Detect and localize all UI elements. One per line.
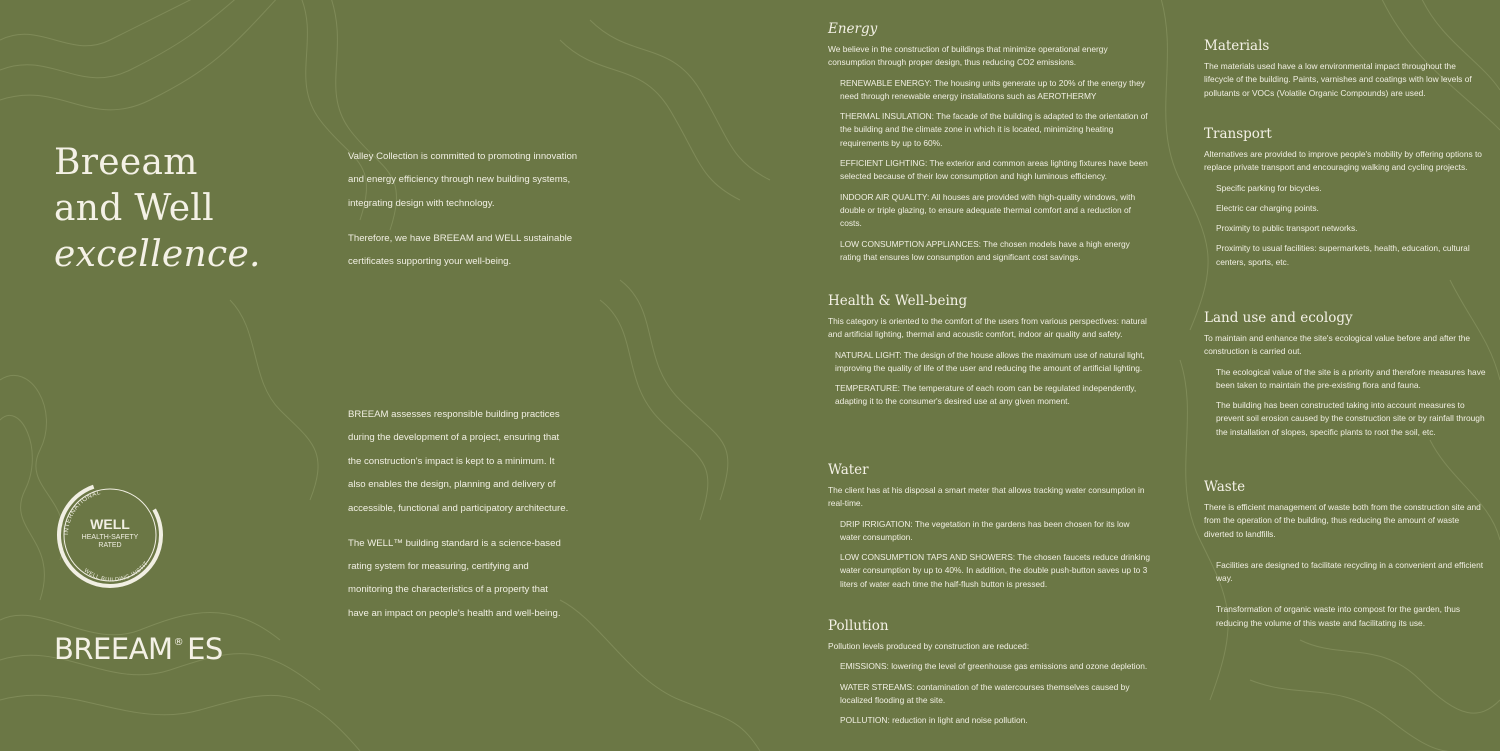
- health-section: [828, 292, 1150, 416]
- title-line-1: Breeam: [54, 142, 198, 183]
- page-title: [54, 140, 314, 278]
- about-text-block: [348, 403, 570, 637]
- energy-item-lighting: EFFICIENT LIGHTING: The exterior and common areas lighting fixtures have been selected because of their low consumption and high luminous efficiency.: [840, 158, 1148, 182]
- health-item-natural-light: NATURAL LIGHT: The design of the house allows the maximum use of natural light, improving the quality of life of the user and reducing the amount of artificial lighting.: [835, 349, 1145, 373]
- waste-item-compost: Transformation of organic waste into compost for the garden, thus reducing the volume of this waste and facilitating its use.: [1216, 604, 1461, 628]
- landuse-intro: To maintain and enhance the site's ecological value before and after the construction is carried out.: [1204, 333, 1471, 357]
- energy-heading: Energy: [828, 21, 878, 37]
- water-intro: The client has at his disposal a smart meter that allows tracking water consumption in real-time.: [828, 485, 1145, 509]
- waste-item-recycling: Facilities are designed to facilitate recycling in a convenient and efficient way.: [1216, 559, 1484, 584]
- waste-section: [1204, 478, 1486, 637]
- badge-title: WELL: [90, 516, 130, 532]
- well-health-safety-badge: [54, 479, 166, 591]
- energy-section: [828, 20, 1150, 271]
- badge-subtitle-2: RATED: [98, 542, 122, 549]
- landuse-item-flora-fauna: The ecological value of the site is a priority and therefore measures have been taken to maintain the pre-existing flora and fauna.: [1216, 366, 1486, 390]
- breeam-logo-suffix: ES: [187, 632, 223, 666]
- breeam-es-logo: [54, 632, 223, 666]
- health-intro: This category is oriented to the comfort of the users from various perspectives: natural and artificial lighting, thermal and acoustic comfort, indoor air quality and safety.: [828, 316, 1147, 340]
- transport-section: [1204, 125, 1486, 276]
- intro-paragraph-1: Valley Collection is committed to promoting innovation and energy efficiency through new building systems, integrating design with technology.: [348, 151, 578, 209]
- transport-item-public-transport: Proximity to public transport networks.: [1216, 223, 1358, 234]
- benefits-column-1: [828, 20, 1150, 751]
- energy-item-air-quality: INDOOR AIR QUALITY: All houses are provided with high-quality windows, with double or triple glazing, to ensure adequate thermal comfort and a reduction of costs.: [840, 191, 1136, 229]
- badge-arc-bottom-text: WELL BUILDING INSTIT: [82, 560, 150, 584]
- breeam-logo-name: BREEAM: [54, 632, 173, 666]
- energy-item-appliances: LOW CONSUMPTION APPLIANCES: The chosen models have a high energy rating that ensures low consumption and significant cost savings.: [840, 238, 1130, 262]
- landuse-section: [1204, 309, 1486, 446]
- about-paragraph-breeam: BREEAM assesses responsible building practices during the development of a project, ensuring that the construction's impact is kept to a minimum. It also enables the design, planning and delivery of accessible, functional and participatory architecture.: [348, 409, 569, 514]
- pollution-section: [828, 617, 1150, 734]
- waste-intro: There is efficient management of waste both from the construction site and from the operation of the building, thus reducing the amount of waste diverted to landfills.: [1204, 502, 1481, 539]
- intro-paragraph-2: Therefore, we have BREEAM and WELL sustainable certificates supporting your well-being.: [348, 232, 573, 268]
- materials-section: [1204, 37, 1486, 107]
- pollution-item-water-streams: WATER STREAMS: contamination of the watercourses themselves caused by localized flooding at the site.: [840, 681, 1130, 705]
- landuse-item-erosion: The building has been constructed taking into account measures to prevent soil erosion caused by the construction site or by rainfall through the installation of slopes, specific plants to root the soil, etc.: [1216, 400, 1485, 437]
- water-item-taps: LOW CONSUMPTION TAPS AND SHOWERS: The chosen faucets reduce drinking water consumption by up to 40%. In addition, the double push-button saves up to 3 liters of water each time the half-flush button is pressed.: [840, 552, 1150, 589]
- title-line-2: and Well: [54, 188, 214, 229]
- waste-heading: Waste: [1204, 479, 1246, 495]
- energy-intro: We believe in the construction of buildings that minimize operational energy consumption through proper design, thus reducing CO2 emissions.: [828, 44, 1108, 68]
- materials-intro: The materials used have a low environmental impact throughout the lifecycle of the building. Paints, varnishes and coatings with low levels of pollutants or VOCs (Volatile Organic Compounds) are used.: [1204, 61, 1472, 98]
- pollution-item-light-noise: POLLUTION: reduction in light and noise pollution.: [840, 715, 1028, 726]
- water-section: [828, 461, 1150, 598]
- transport-item-bicycles: Specific parking for bicycles.: [1216, 182, 1322, 193]
- transport-item-facilities: Proximity to usual facilities: supermarkets, health, education, cultural centers, sports, etc.: [1216, 243, 1470, 267]
- title-line-3: excellence.: [54, 234, 261, 275]
- intro-text-block: [348, 145, 578, 285]
- about-paragraph-well: The WELL™ building standard is a science-based rating system for measuring, certifying and monitoring the characteristics of a property that have an impact on people's health and well-being.: [348, 537, 561, 619]
- benefits-column-2: [1204, 37, 1486, 751]
- transport-heading: Transport: [1204, 126, 1272, 142]
- pollution-item-emissions: EMISSIONS: lowering the level of greenhouse gas emissions and ozone depletion.: [840, 661, 1148, 672]
- pollution-heading: Pollution: [828, 618, 889, 634]
- pollution-intro: Pollution levels produced by construction are reduced:: [828, 641, 1030, 651]
- energy-item-insulation: THERMAL INSULATION: The facade of the building is adapted to the orientation of the building and the climate zone in which it is located, minimizing heating requirements by up to 60%.: [840, 111, 1148, 148]
- transport-item-charging: Electric car charging points.: [1216, 202, 1319, 213]
- health-item-temperature: TEMPERATURE: The temperature of each room can be regulated independently, adapting it to the consumer's desired use at any given moment.: [835, 383, 1137, 407]
- breeam-logo-mark: ®: [173, 637, 184, 648]
- water-item-irrigation: DRIP IRRIGATION: The vegetation in the gardens has been chosen for its low water consumption.: [840, 518, 1130, 542]
- landuse-heading: Land use and ecology: [1204, 310, 1353, 326]
- transport-intro: Alternatives are provided to improve people's mobility by offering options to replace private transport and encouraging walking and cycling projects.: [1204, 149, 1482, 173]
- water-heading: Water: [828, 462, 869, 478]
- badge-subtitle-1: HEALTH-SAFETY: [81, 534, 139, 541]
- badge-arc-top-text: INTERNATIONAL: [62, 489, 102, 536]
- energy-item-renewable: RENEWABLE ENERGY: The housing units generate up to 20% of the energy they need through renewable energy installations such as AEROTHERMY: [840, 77, 1145, 101]
- materials-heading: Materials: [1204, 38, 1270, 54]
- health-heading: Health & Well-being: [828, 293, 968, 309]
